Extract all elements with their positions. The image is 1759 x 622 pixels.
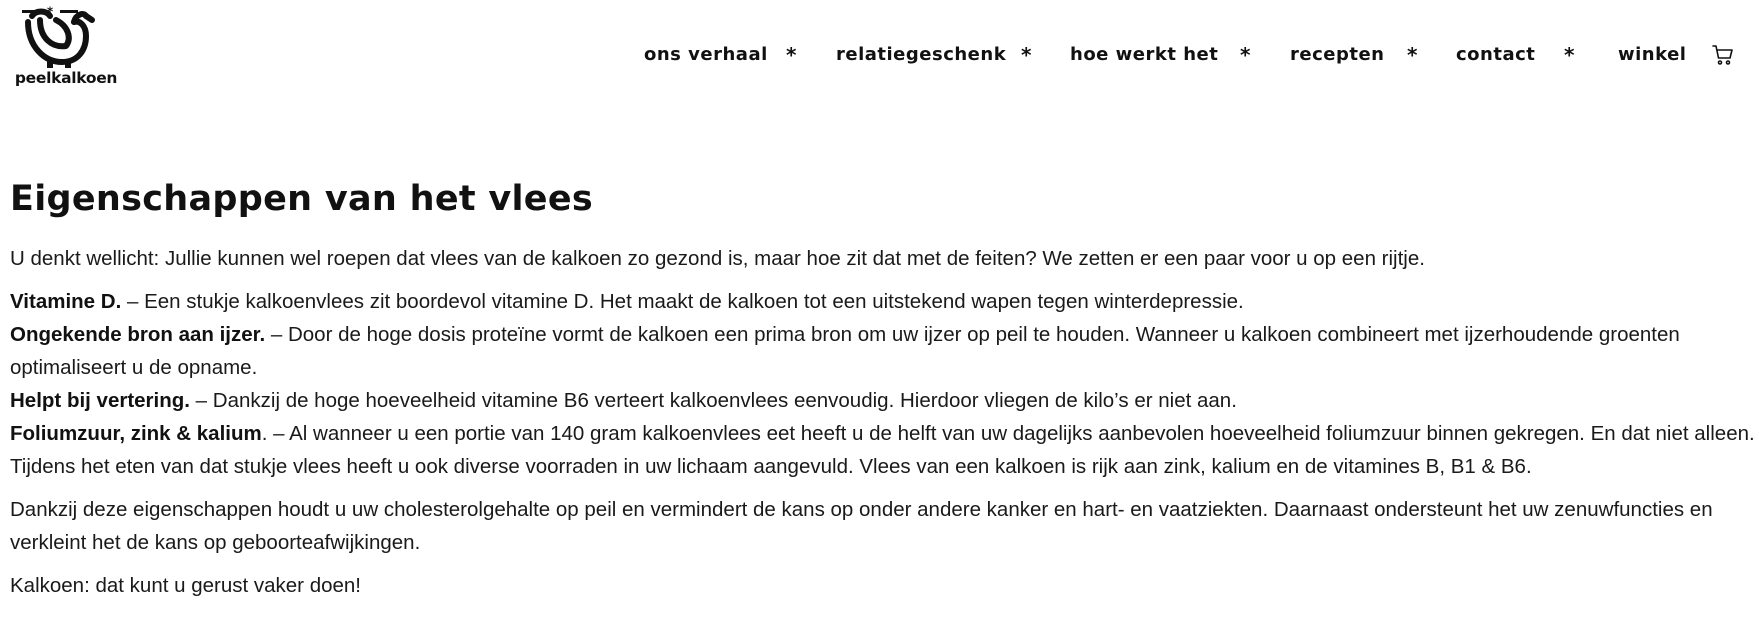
brand-name: peelkalkoen <box>14 69 118 87</box>
nav-item-contact[interactable]: contact <box>1456 44 1536 65</box>
property-item <box>10 318 1755 384</box>
property-text: – Een stukje kalkoenvlees zit boordevol vitamine D. Het maakt de kalkoen tot een uitstekend wapen tegen winterdepressie. <box>121 290 1244 313</box>
nav-separator: * <box>1564 43 1575 67</box>
property-text: – Door de hoge dosis proteïne vormt de kalkoen een prima bron om uw ijzer op peil te houden. Wanneer u kalkoen combineert met ijzerhoudende groenten optimaliseert u de opname. <box>10 323 1680 379</box>
main-nav <box>0 40 1759 70</box>
property-label: Vitamine D. <box>10 290 122 313</box>
property-item <box>10 384 1755 417</box>
closing-paragraph: Kalkoen: dat kunt u gerust vaker doen! <box>10 574 362 597</box>
property-item <box>10 285 1755 318</box>
nav-separator: * <box>786 43 797 67</box>
property-text: . – Al wanneer u een portie van 140 gram kalkoenvlees eet heeft u de helft van uw dagelijks aanbevolen hoeveelheid foliumzuur binnen gekregen. En dat niet alleen. Tijdens het eten van dat stukje vlees heeft u ook diverse voorraden in uw lichaam aangevuld. Vlees van een kalkoen is rijk aan zink, kalium en de vitamines B, B1 & B6. <box>10 422 1755 478</box>
property-label: Ongekende bron aan ijzer. <box>10 323 266 346</box>
intro-paragraph: U denkt wellicht: Jullie kunnen wel roepen dat vlees van de kalkoen zo gezond is, maar hoe zit dat met de feiten? We zetten er een paar voor u op een rijtje. <box>10 247 1425 270</box>
property-text: – Dankzij de hoge hoeveelheid vitamine B6 verteert kalkoenvlees eenvoudig. Hierdoor vliegen de kilo’s er niet aan. <box>189 389 1237 412</box>
nav-separator: * <box>1407 43 1418 67</box>
property-item <box>10 417 1755 483</box>
nav-item-relatiegeschenk[interactable]: relatiegeschenk <box>836 44 1007 65</box>
svg-text:*: * <box>46 6 54 16</box>
nav-item-ons-verhaal[interactable]: ons verhaal <box>644 44 768 65</box>
logo-star-divider <box>22 6 78 16</box>
nav-item-winkel[interactable]: winkel <box>1618 44 1687 65</box>
nav-separator: * <box>1240 43 1251 67</box>
nav-item-hoe-werkt-het[interactable]: hoe werkt het <box>1070 44 1219 65</box>
nav-separator: * <box>1021 43 1032 67</box>
article-content <box>10 176 1755 602</box>
cart-button[interactable] <box>1711 43 1735 67</box>
properties-list <box>10 285 1755 483</box>
shopping-cart-icon <box>1711 43 1735 67</box>
nav-item-recepten[interactable]: recepten <box>1290 44 1385 65</box>
property-label: Foliumzuur, zink & kalium <box>10 422 262 445</box>
benefits-paragraph: Dankzij deze eigenschappen houdt u uw cholesterolgehalte op peil en vermindert de kans op onder andere kanker en hart- en vaatziekten. Daarnaast ondersteunt het uw zenuwfuncties en verkleint het de kans op geboorteafwijkingen. <box>10 498 1713 554</box>
site-header <box>0 0 1759 110</box>
property-label: Helpt bij vertering. <box>10 389 190 412</box>
page-title: Eigenschappen van het vlees <box>10 179 594 219</box>
